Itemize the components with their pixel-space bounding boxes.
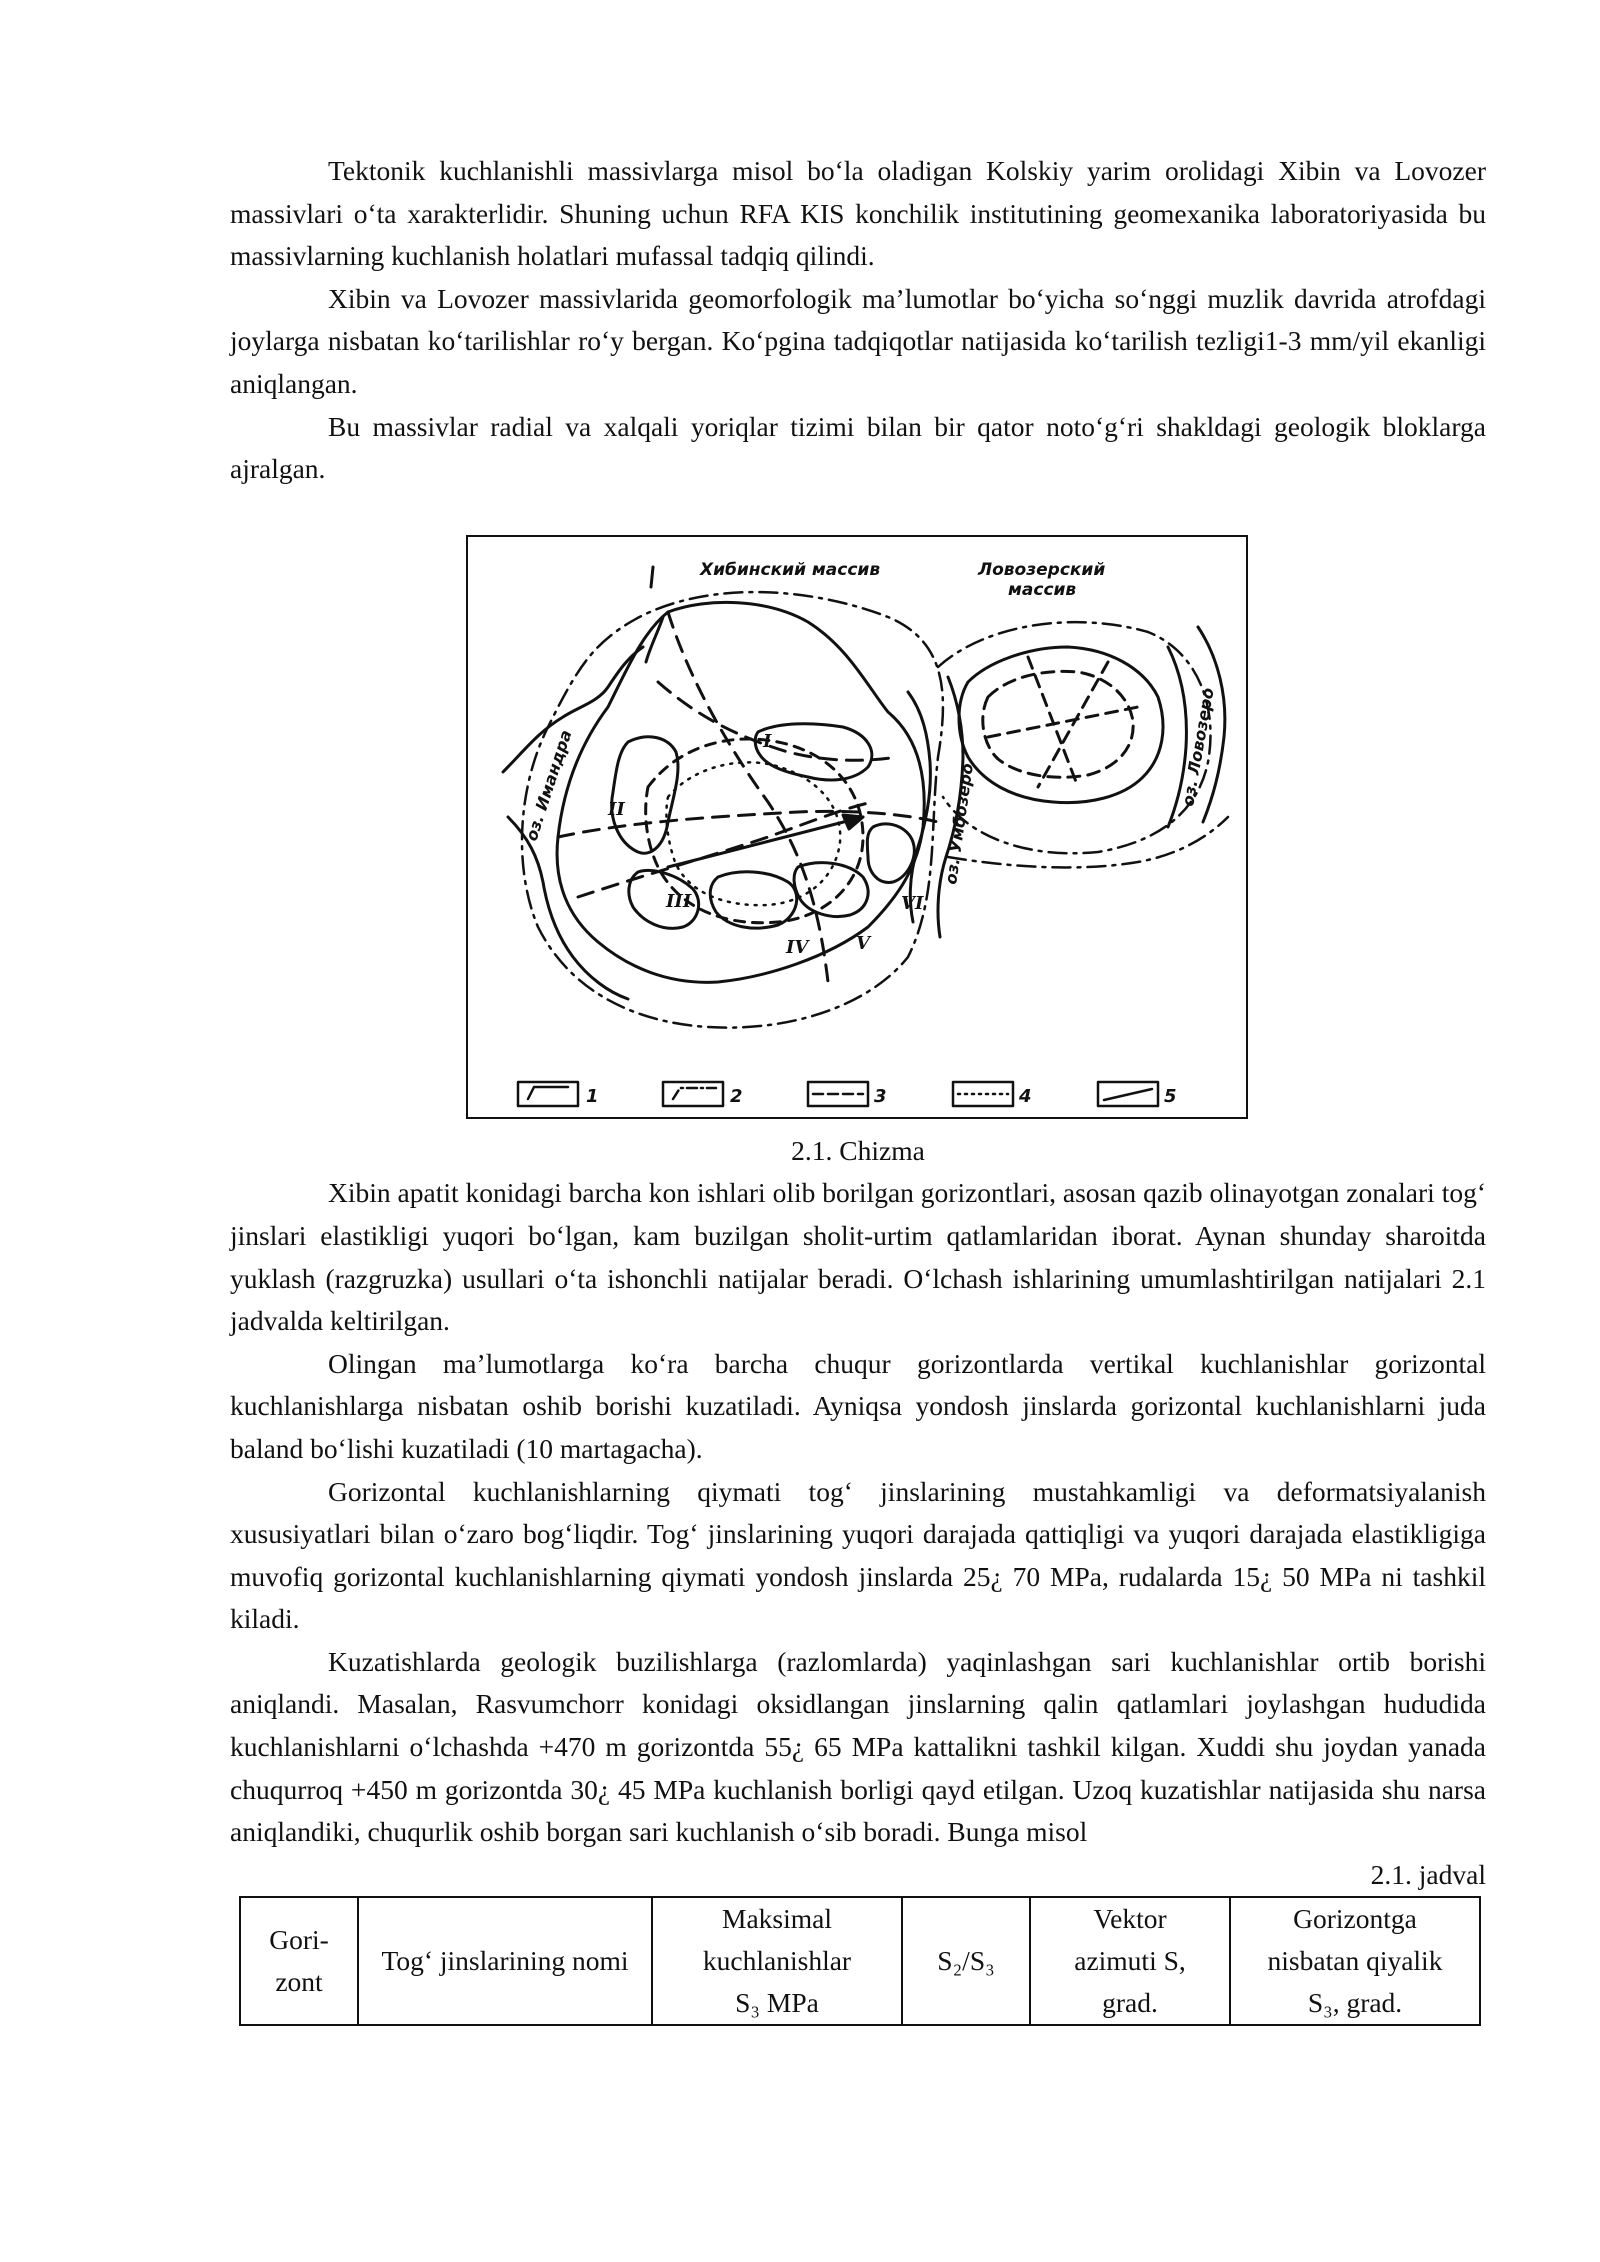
lake-imandra-label: оз. Имандра xyxy=(521,727,576,843)
legend-symbols xyxy=(518,1082,1158,1106)
lovozero-label: массив xyxy=(1008,579,1077,600)
lovozero-label: Ловозерский xyxy=(978,559,1106,580)
geological-map-figure xyxy=(466,535,1248,1119)
region-label: II xyxy=(608,798,625,820)
document-page xyxy=(230,150,1486,2026)
header-line: nisbatan qiyalik xyxy=(1267,1945,1443,1977)
lovozero-fault xyxy=(988,707,1138,737)
legend-number: 5 xyxy=(1164,1085,1177,1107)
paragraph: Tektonik kuchlanishli massivlarga misol bo‘la oladigan Kolskiy yarim orolidagi Xibin va Lovozer massivlari o‘ta xarakterlidir. Shuning uchun RFA KIS konchilik institutining geomexanika laboratoriyasida bu massivlarning kuchlanish holatlari mufassal tadqiq qilindi. xyxy=(230,155,1486,272)
header-line: Tog‘ jinslarining nomi xyxy=(381,1945,629,1977)
paragraph: Gorizontal kuchlanishlarning qiymati tog‘ jinslarining mustahkamligi va deformatsiyalanish xususiyatlari bilan o‘zaro bog‘liqdir. Tog‘ jinslarining yuqori darajada qattiqligi va yuqori darajada elastikligiga muvofiq gorizontal kuchlanishlarning qiymati yondosh jinslarda 25¿ 70 MPa, rudalarda 15¿ 50 MPa ni tashkil kiladi. xyxy=(230,1475,1486,1635)
khibiny-label: Хибинский массив xyxy=(700,559,881,580)
region-label: III xyxy=(666,890,692,912)
block-5 xyxy=(794,862,868,916)
paragraph: Kuzatishlarda geologik buzilishlarga (razlomlarda) yaqinlashgan sari kuchlanishlar ortib borishi aniqlandi. Masalan, Rasvumchorr konidagi oksidlangan jinslarning qalin qatlamlari joylashgan hududida kuchlanishlarni o‘lchashda +470 m gorizontda 55¿ 65 MPa kattalikni tashkil kilgan. Xuddi shu joydan yanada chuqurroq +450 m gorizontda 30¿ 45 MPa kuchlanish borligi qayd etilgan. Uzoq kuzatishlar natijasida shu narsa aniqlandiki, chuqurlik oshib borgan sari kuchlanish o‘sib boradi. Bunga misol xyxy=(230,1645,1486,1848)
block-1 xyxy=(755,723,872,779)
block-6 xyxy=(867,824,914,883)
lake-umbozero-label: оз. Умбозеро xyxy=(941,761,977,886)
header-line: kuchlanishlar xyxy=(702,1945,852,1977)
header-line: zont xyxy=(275,1966,323,1998)
region-label: I xyxy=(763,730,772,752)
header-line: azimuti S, xyxy=(1074,1945,1186,1977)
header-line: S₃, grad. xyxy=(1307,1987,1403,2019)
lake-imandra-shore xyxy=(508,817,628,999)
header-cell xyxy=(902,1897,1030,2025)
legend-number: 4 xyxy=(1019,1085,1032,1107)
paragraph: Olingan ma’lumotlarga ko‘ra barcha chuqur gorizontlarda vertikal kuchlanishlar gorizontal kuchlanishlarga nisbatan oshib borishi kuzatiladi. Ayniqsa yondosh jinslarda gorizontal kuchlanishlarni juda baland bo‘lishi kuzatiladi (10 martagacha). xyxy=(230,1347,1486,1464)
header-line: Maksimal xyxy=(722,1903,832,1935)
outer-contour xyxy=(522,592,943,1028)
contour-line xyxy=(948,817,1228,867)
header-cell xyxy=(240,1897,358,2025)
paragraph: Xibin va Lovozer massivlarida geomorfologik ma’lumotlar bo‘yicha so‘nggi muzlik davrida atrofdagi joylarga nisbatan ko‘tarilishlar ro‘y bergan. Ko‘pgina tadqiqotlar natijasida ko‘tarilish tezligi1-3 mm/yil ekanligi aniqlangan. xyxy=(230,282,1486,399)
figure-caption: 2.1. Chizma xyxy=(791,1134,925,1166)
table-header-row xyxy=(240,1897,1480,2025)
header-line: Vektor xyxy=(1093,1903,1167,1935)
legend-number: 1 xyxy=(586,1085,599,1107)
header-cell xyxy=(652,1897,902,2025)
data-table xyxy=(239,1896,1481,2026)
figure-container xyxy=(230,535,1486,1130)
vector-arrow xyxy=(668,817,863,867)
table-label: 2.1. jadval xyxy=(1370,1858,1486,1890)
lake-umbozero-shore xyxy=(908,692,930,922)
header-line: Gorizontga xyxy=(1293,1903,1417,1935)
header-line: grad. xyxy=(1102,1987,1158,2019)
region-label: V xyxy=(856,932,870,954)
lake-lovozero-label: оз. Ловозеро xyxy=(1178,686,1218,808)
fault-line xyxy=(658,682,898,760)
vector-arrow-head xyxy=(843,815,863,829)
region-label: IV xyxy=(786,936,809,958)
contour-line xyxy=(651,567,653,587)
block-4 xyxy=(710,872,796,928)
header-cell xyxy=(1030,1897,1230,2025)
legend-number: 3 xyxy=(874,1085,887,1107)
region-label: VI xyxy=(901,892,924,914)
header-line: S₃ MPa xyxy=(735,1987,819,2019)
paragraph: Xibin apatit konidagi barcha kon ishlari olib borilgan gorizontlari, asosan qazib olinayotgan zonalari tog‘ jinslari elastikligi yuqori bo‘lgan, kam buzilgan sholit-urtim qatlamlaridan iborat. Aynan shunday sharoitda yuklash (razgruzka) usullari o‘ta ishonchli natijalar beradi. O‘lchash ishlarining umumlashtirilgan natijalari 2.1 jadvalda keltirilgan. xyxy=(230,1177,1486,1337)
header-cell xyxy=(358,1897,652,2025)
legend-number: 2 xyxy=(730,1085,743,1107)
paragraph: Bu massivlar radial va xalqali yoriqlar tizimi bilan bir qator noto‘g‘ri shakldagi geologik bloklarga ajralgan. xyxy=(230,410,1486,485)
header-line: Gori- xyxy=(269,1924,329,1956)
header-cell xyxy=(1230,1897,1480,2025)
map-drawing xyxy=(468,537,1246,1117)
header-line: S₂/S₃ xyxy=(937,1945,995,1977)
